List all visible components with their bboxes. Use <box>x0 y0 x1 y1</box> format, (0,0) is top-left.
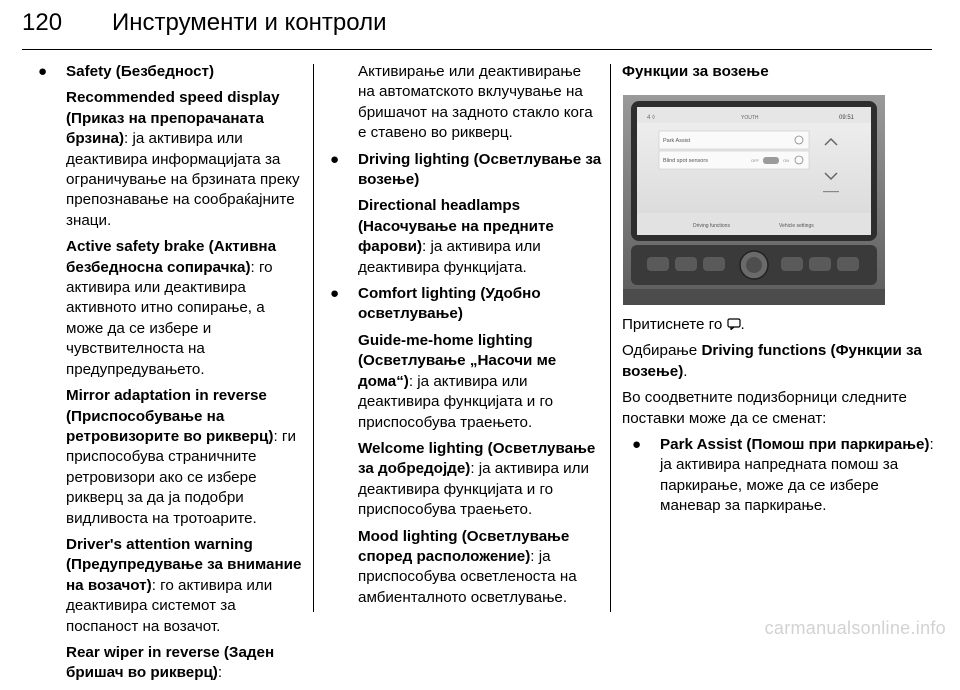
entry-mirror-adaptation: Mirror adaptation in reverse (Приспособување на ретровизорите во рикверц): ги приспособува страничните ретровизори ако се избере рикверц за да ја подобри видливоста на тротоарите. <box>66 387 296 527</box>
column-2 <box>330 62 602 614</box>
screen-tab-driving: Driving functions <box>693 223 730 229</box>
submenu-description: Во соодветните подизборници следните поставки може да се сменат: <box>622 389 907 427</box>
list-item-comfort-lighting <box>330 284 602 608</box>
bullet: ● <box>330 150 340 168</box>
rear-wiper-description: Активирање или деактивирање на автоматското вклучување на бришачот на задното стакло кога е ставено во рикверц. <box>358 63 593 142</box>
page-title: Инструменти и контроли <box>112 9 387 36</box>
column-divider-1 <box>313 64 314 612</box>
entry-mood-lighting: Mood lighting (Осветлување според расположение): ја приспособува осветленоста на амбиенталното осветлување. <box>358 527 577 606</box>
infotainment-photo <box>623 95 885 305</box>
bullet: ● <box>330 285 340 303</box>
entry-directional-headlamps: Directional headlamps (Насочување на предните фарови): ја активира или деактивира функцијата. <box>358 197 554 276</box>
entry-rear-wiper: Rear wiper in reverse (Заден бришач во рикверц): <box>66 643 275 682</box>
bullet: ● <box>38 63 48 80</box>
screen-tab-vehicle: Vehicle settings <box>779 223 814 229</box>
svg-text:OFF: OFF <box>751 158 759 163</box>
screen-row-park-assist: Park Assist <box>663 138 691 144</box>
entry-recommended-speed: Recommended speed display (Приказ на препорачаната брзина): ја активира или деактивира информацијата за ограничување на брзината преку препознавање на сообраќајните знаци. <box>66 89 300 229</box>
safety-title: Safety (Безбедност) <box>66 63 215 80</box>
page-number: 120 <box>22 9 63 36</box>
screen-time: 09:51 <box>839 115 855 121</box>
svg-text:ON: ON <box>783 158 789 163</box>
select-instruction: Одбирање Driving functions (Функции за возење). <box>622 342 922 380</box>
screen-row-blind-spot: Blind spot sensors <box>663 158 708 164</box>
page-header <box>22 3 932 49</box>
driving-lighting-title: Driving lighting (Осветлување за возење) <box>358 150 602 189</box>
list-item-driving-lighting <box>330 150 602 278</box>
column-3-text <box>622 315 934 523</box>
entry-active-safety-brake: Active safety brake (Активна безбедносна сопирачка): го активира или деактивира активното итно сопирање, а може да се избере и чувствителноста на предупредувањето. <box>66 238 277 378</box>
watermark: carmanualsonline.info <box>764 617 946 638</box>
section-heading: Функции за возење <box>622 63 769 80</box>
column-1 <box>38 62 302 690</box>
svg-text:4 ◊: 4 ◊ <box>647 115 655 121</box>
list-item-safety <box>38 62 302 684</box>
message-icon <box>727 318 741 330</box>
list-item-park-assist: ● Park Assist (Помош при паркирање): ја активира напредната помош за паркирање, може да се избере маневар за паркирање. <box>632 436 934 515</box>
comfort-lighting-title: Comfort lighting (Удобно осветлување) <box>358 285 541 323</box>
header-divider <box>22 49 932 50</box>
press-instruction: Притиснете го . <box>622 316 745 333</box>
bullet: ● <box>632 436 642 454</box>
entry-welcome-lighting: Welcome lighting (Осветлување за добредојде): ја активира или деактивира функцијата и го приспособува траењето. <box>358 439 596 519</box>
screen-top-text: YOUTH <box>741 115 759 121</box>
entry-guide-me-home: Guide-me-home lighting (Осветлување „Насочи ме дома“): ја активира или деактивира функцијата и го приспособува траењето. <box>358 331 557 431</box>
column-divider-2 <box>610 64 611 612</box>
column-3 <box>622 62 934 88</box>
entry-driver-attention: Driver's attention warning (Предупредување за внимание на возачот): го активира или деактивира системот за поспаност на возачот. <box>66 535 302 635</box>
